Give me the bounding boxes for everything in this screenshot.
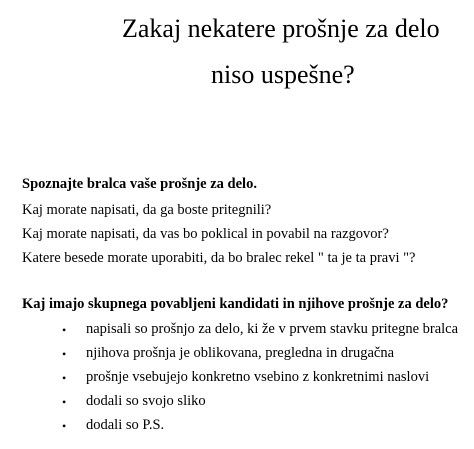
bullet-icon: • (62, 323, 67, 337)
bullet-icon: • (62, 419, 67, 433)
page-title-line-2: niso uspešne? (211, 60, 355, 89)
bullet-icon: • (62, 395, 67, 409)
list-item-text: dodali so svojo sliko (86, 393, 206, 409)
question-line: Katere besede morate uporabiti, da bo bralec rekel " ta je ta pravi "? (22, 250, 416, 266)
question-line: Kaj morate napisati, da ga boste pritegnili? (22, 202, 272, 218)
bullet-icon: • (62, 347, 67, 361)
list-item-text: njihova prošnja je oblikovana, pregledna in drugačna (86, 345, 395, 361)
list-item-text: dodali so P.S. (86, 417, 165, 433)
list-item-text: napisali so prošnjo za delo, ki že v prvem stavku pritegne bralca (86, 321, 459, 337)
bullet-icon: • (62, 371, 67, 385)
page-title-line-1: Zakaj nekatere prošnje za delo (122, 14, 440, 43)
section-heading-candidates: Kaj imajo skupnega povabljeni kandidati in njihove prošnje za delo? (22, 296, 449, 312)
list-item-text: prošnje vsebujejo konkretno vsebino z konkretnimi naslovi (86, 369, 430, 385)
question-line: Kaj morate napisati, da vas bo poklical in povabil na razgovor? (22, 226, 389, 242)
section-heading-reader: Spoznajte bralca vaše prošnje za delo. (22, 176, 257, 192)
